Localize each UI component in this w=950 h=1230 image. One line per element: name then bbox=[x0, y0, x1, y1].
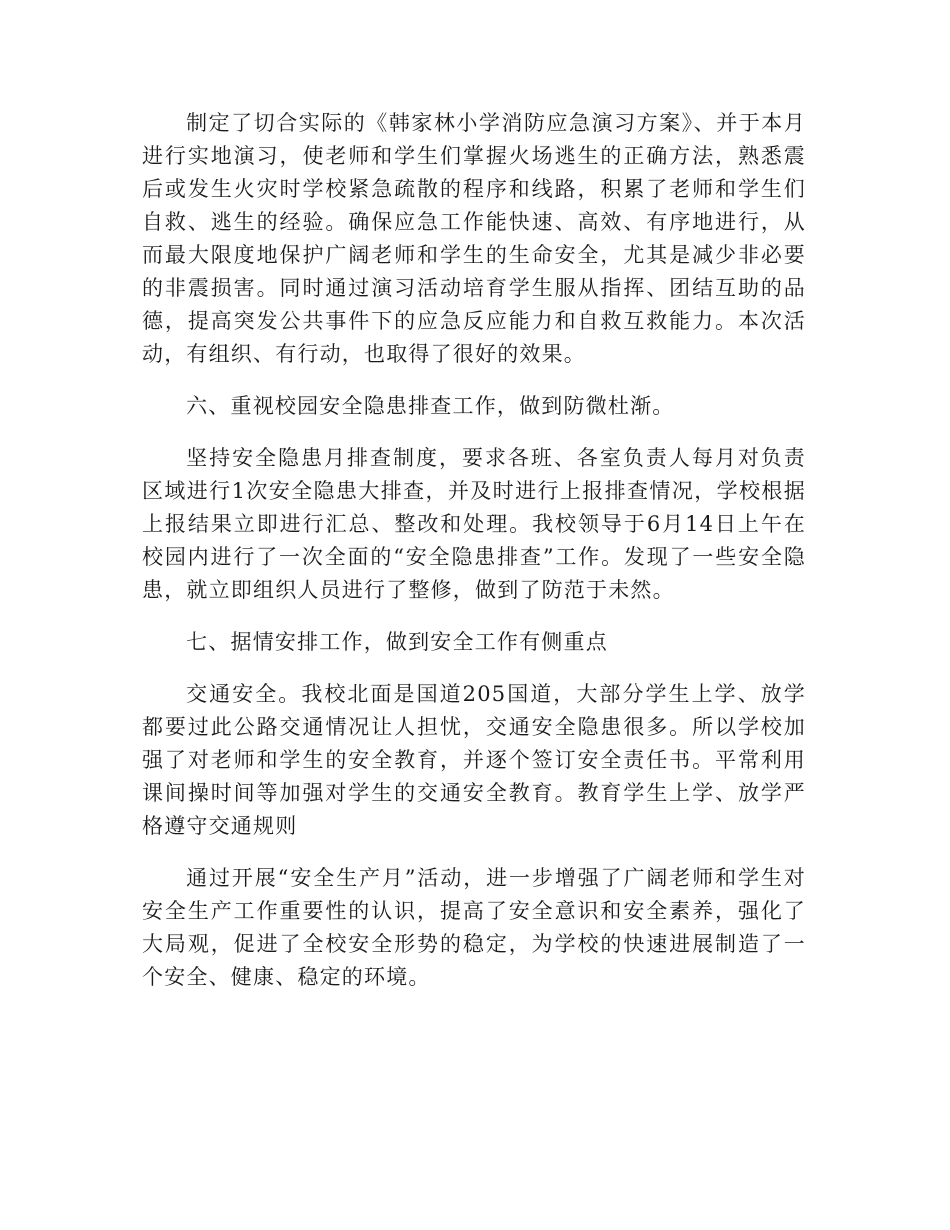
section-heading-seven: 七、据情安排工作，做到安全工作有侧重点 bbox=[186, 630, 608, 654]
paragraph-hazard-inspection: 坚持安全隐患月排查制度，要求各班、各室负责人每月对负责区域进行1次安全隐患大排查，并及时进行上报排查情况，学校根据上报结果立即进行汇总、整改和处理。我校领导于6月14日上午在校园内进行了一次全面的“安全隐患排查”工作。发现了一些安全隐患，就立即组织人员进行了整修，做到了防范于未然。 bbox=[142, 446, 806, 602]
paragraph-conclusion: 通过开展“安全生产月”活动，进一步增强了广阔老师和学生对安全生产工作重要性的认识，提高了安全意识和安全素养，强化了大局观，促进了全校安全形势的稳定，为学校的快速进展制造了一个安全、健康、稳定的环境。 bbox=[142, 866, 806, 989]
section-heading-six: 六、重视校园安全隐患排查工作，做到防微杜渐。 bbox=[186, 394, 675, 418]
paragraph-traffic-safety: 交通安全。我校北面是国道205国道，大部分学生上学、放学都要过此公路交通情况让人担忧，交通安全隐患很多。所以学校加强了对老师和学生的安全教育，并逐个签订安全责任书。平常利用课间操时间等加强对学生的交通安全教育。教育学生上学、放学严格遵守交通规则 bbox=[142, 682, 806, 838]
paragraph-drill-plan: 制定了切合实际的《韩家林小学消防应急演习方案》、并于本月进行实地演习，使老师和学生们掌握火场逃生的正确方法，熟悉震后或发生火灾时学校紧急疏散的程序和线路，积累了老师和学生们自救、逃生的经验。确保应急工作能快速、高效、有序地进行，从而最大限度地保护广阔老师和学生的生命安全，尤其是减少非必要的非震损害。同时通过演习活动培育学生服从指挥、团结互助的品德，提高突发公共事件下的应急反应能力和自救互救能力。本次活动，有组织、有行动，也取得了很好的效果。 bbox=[142, 111, 806, 366]
document-body bbox=[142, 107, 806, 1013]
